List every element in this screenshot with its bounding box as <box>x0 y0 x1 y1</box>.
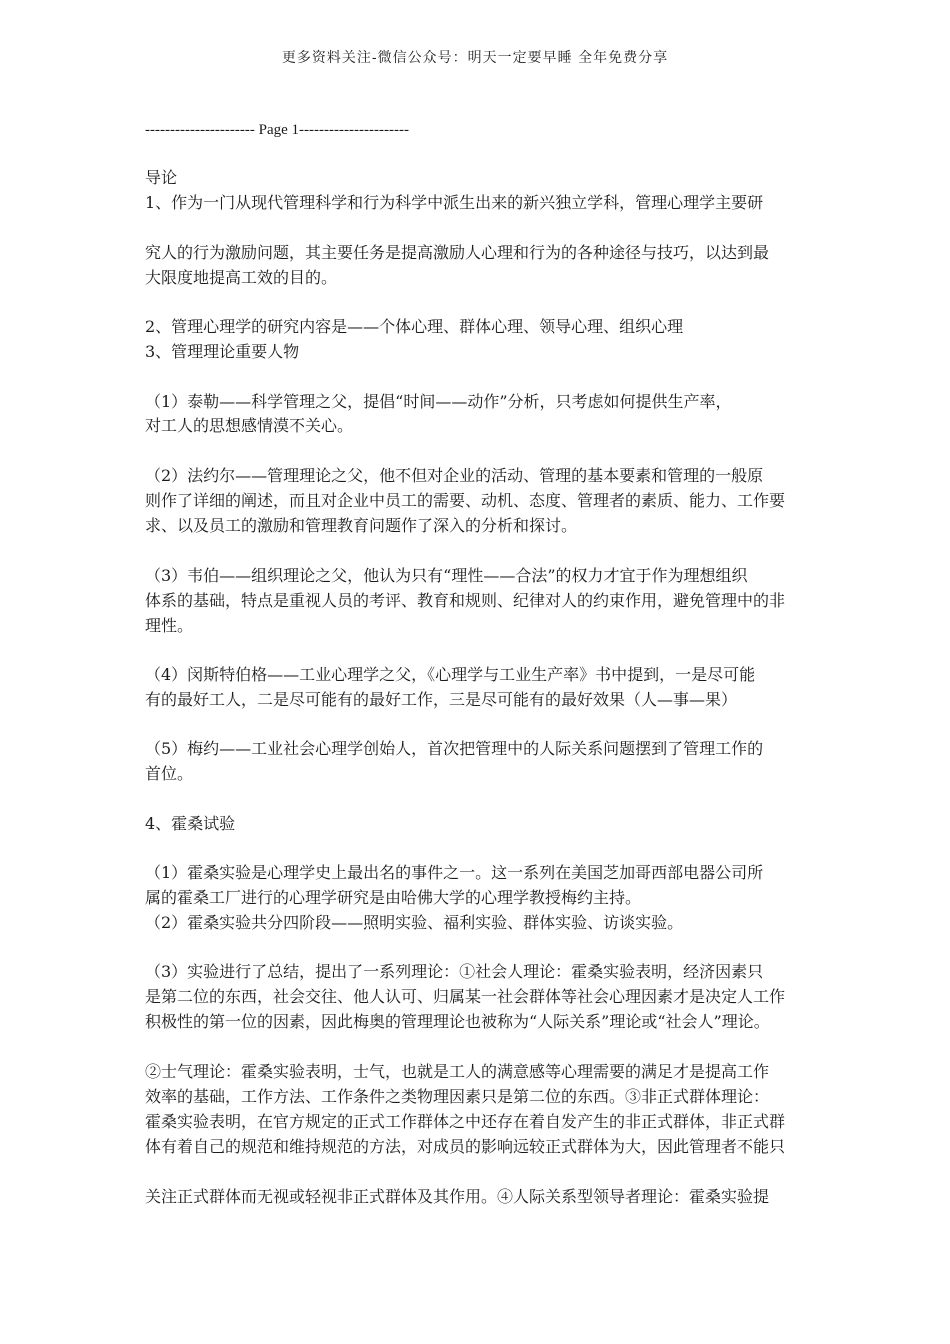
text-line: （1）霍桑实验是心理学史上最出名的事件之一。这一系列在美国芝加哥西部电器公司所 <box>145 863 764 882</box>
text-line: 对工人的思想感情漠不关心。 <box>145 416 354 435</box>
section-title: 导论 <box>145 168 178 187</box>
text-line: 1、作为一门从现代管理科学和行为科学中派生出来的新兴独立学科，管理心理学主要研 <box>145 193 764 212</box>
text-line: 理性。 <box>145 616 194 635</box>
text-line: 大限度地提高工效的目的。 <box>145 268 338 287</box>
text-line: （5）梅约——工业社会心理学创始人，首次把管理中的人际关系问题摆到了管理工作的 <box>145 739 764 758</box>
text-line: 有的最好工人，二是尽可能有的最好工作，三是尽可能有的最好效果（人—事—果） <box>145 690 738 709</box>
text-line: 属的霍桑工厂进行的心理学研究是由哈佛大学的心理学教授梅约主持。 <box>145 888 642 907</box>
page-header: 更多资料关注-微信公众号：明天一定要早睡 全年免费分享 <box>281 50 669 66</box>
text-line: 积极性的第一位的因素，因此梅奥的管理理论也被称为“人际关系”理论或“社会人”理论。 <box>145 1012 770 1031</box>
text-line: 效率的基础，工作方法、工作条件之类物理因素只是第二位的东西。③非正式群体理论： <box>145 1087 770 1106</box>
text-line: 关注正式群体而无视或轻视非正式群体及其作用。④人际关系型领导者理论：霍桑实验提 <box>145 1187 770 1206</box>
text-line: （2）法约尔——管理理论之父，他不但对企业的活动、管理的基本要素和管理的一般原 <box>145 466 764 485</box>
page-marker: ---------------------- Page 1---------------------- <box>145 122 409 138</box>
text-line: 则作了详细的阐述，而且对企业中员工的需要、动机、态度、管理者的素质、能力、工作要 <box>145 491 786 510</box>
text-line: 4、霍桑试验 <box>145 814 236 833</box>
text-line: 体有着自己的规范和维持规范的方法，对成员的影响远较正式群体为大，因此管理者不能只 <box>145 1137 786 1156</box>
text-line: 2、管理心理学的研究内容是——个体心理、群体心理、领导心理、组织心理 <box>145 317 684 336</box>
text-line: （1）泰勒——科学管理之父，提倡“时间——动作”分析，只考虑如何提供生产率， <box>145 392 732 411</box>
text-line: 3、管理理论重要人物 <box>145 342 300 361</box>
text-line: （4）闵斯特伯格——工业心理学之父，《心理学与工业生产率》书中提到，一是尽可能 <box>145 665 756 684</box>
text-line: 霍桑实验表明，在官方规定的正式工作群体之中还存在着自发产生的非正式群体，非正式群 <box>145 1112 786 1131</box>
text-line: 首位。 <box>145 764 194 783</box>
text-line: （3）韦伯——组织理论之父，他认为只有“理性——合法”的权力才宜于作为理想组织 <box>145 566 748 585</box>
text-line: 体系的基础，特点是重视人员的考评、教育和规则、纪律对人的约束作用，避免管理中的非 <box>145 591 786 610</box>
text-line: 究人的行为激励问题，其主要任务是提高激励人心理和行为的各种途径与技巧，以达到最 <box>145 243 770 262</box>
text-line: 求、以及员工的激励和管理教育问题作了深入的分析和探讨。 <box>145 516 578 535</box>
text-line: 是第二位的东西，社会交往、他人认可、归属某一社会群体等社会心理因素才是决定人工作 <box>145 987 786 1006</box>
text-line: （2）霍桑实验共分四阶段——照明实验、福利实验、群体实验、访谈实验。 <box>145 913 684 932</box>
text-line: （3）实验进行了总结，提出了一系列理论：①社会人理论：霍桑实验表明，经济因素只 <box>145 962 764 981</box>
text-line: ②士气理论：霍桑实验表明，士气，也就是工人的满意感等心理需要的满足才是提高工作 <box>145 1062 770 1081</box>
